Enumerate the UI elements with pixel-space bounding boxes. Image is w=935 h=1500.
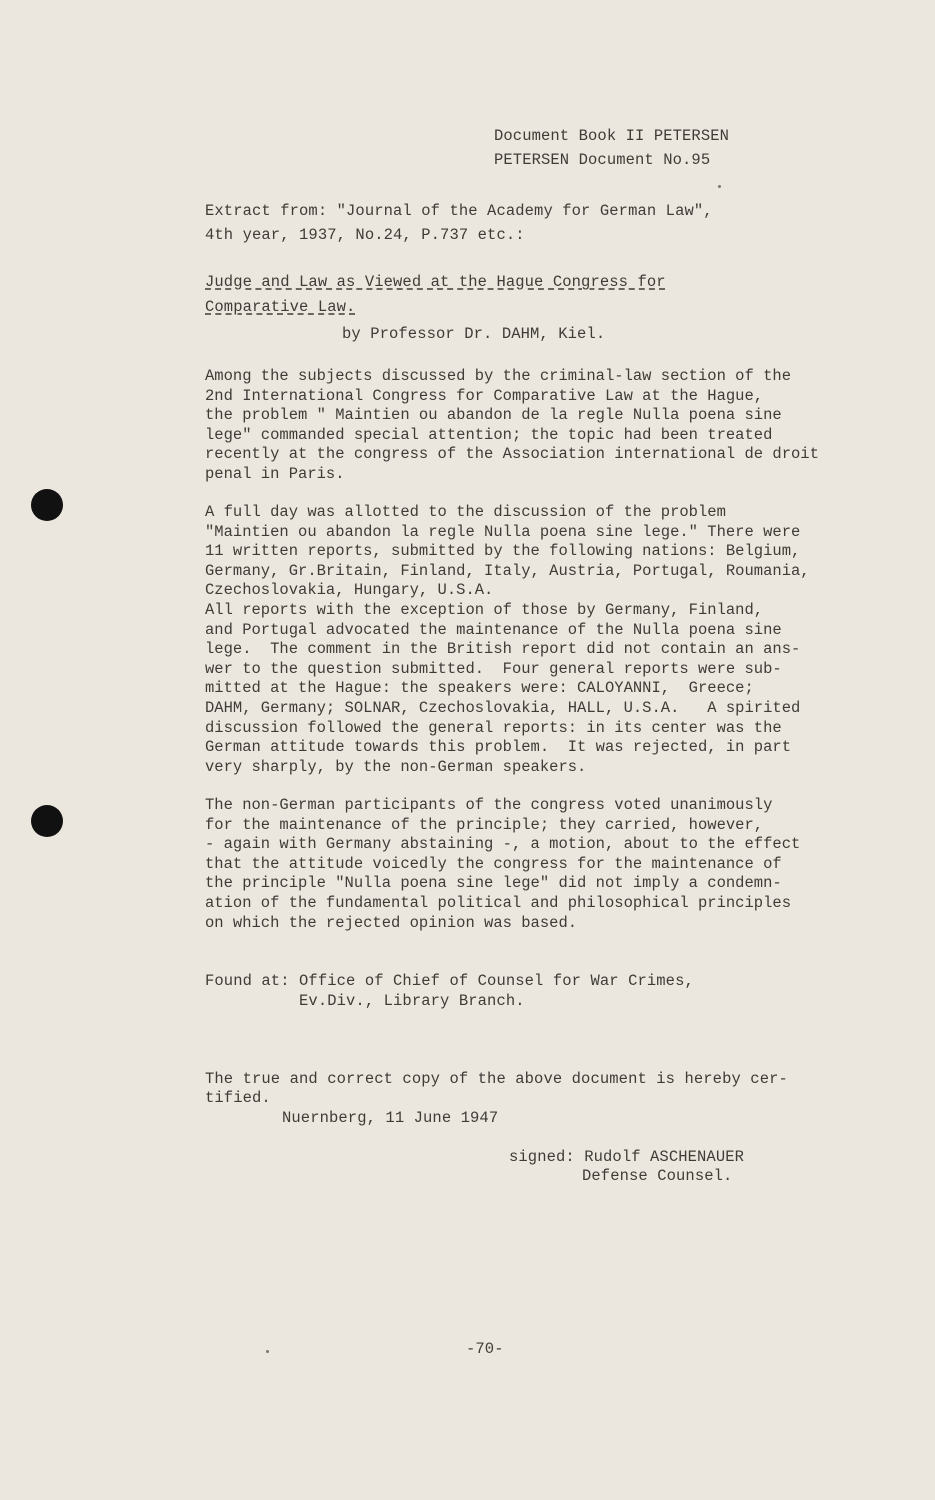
paragraph-line: 11 written reports, submitted by the following nations: Belgium, bbox=[205, 542, 801, 561]
punch-hole-top bbox=[31, 489, 63, 521]
paragraph-line: Czechoslovakia, Hungary, U.S.A. bbox=[205, 581, 494, 600]
paragraph-line: ation of the fundamental political and philosophical principles bbox=[205, 893, 791, 912]
title-line-2: Comparative Law. bbox=[205, 298, 356, 316]
paragraph-line: recently at the congress of the Association international de droit bbox=[205, 445, 819, 464]
paragraph-line: DAHM, Germany; SOLNAR, Czechoslovakia, HALL, U.S.A. A spirited bbox=[205, 698, 801, 717]
punch-hole-bottom bbox=[31, 805, 63, 837]
paragraph-line: mitted at the Hague: the speakers were: CALOYANNI, Greece; bbox=[205, 679, 754, 698]
paragraph-line: very sharply, by the non-German speakers. bbox=[205, 757, 587, 776]
paragraph-line: German attitude towards this problem. It was rejected, in part bbox=[205, 738, 791, 757]
paragraph-line: penal in Paris. bbox=[205, 464, 345, 483]
paragraph-line: A full day was allotted to the discussion of the problem bbox=[205, 503, 726, 521]
paragraph-line: All reports with the exception of those by Germany, Finland, bbox=[205, 600, 764, 619]
signature-title: Defense Counsel. bbox=[582, 1167, 733, 1185]
paragraph-line: discussion followed the general reports: in its center was the bbox=[205, 718, 782, 737]
stray-mark bbox=[718, 185, 721, 188]
title-line-1: Judge and Law as Viewed at the Hague Congress for bbox=[205, 273, 666, 291]
paragraph-line: "Maintien ou abandon la regle Nulla poena sine lege." There were bbox=[205, 522, 801, 541]
certification-line-2: tified. bbox=[205, 1089, 271, 1107]
paragraph-line: the problem " Maintien ou abandon de la regle Nulla poena sine bbox=[205, 406, 782, 425]
paragraph-line: Germany, Gr.Britain, Finland, Italy, Austria, Portugal, Roumania, bbox=[205, 561, 810, 580]
paragraph-line: lege. The comment in the British report did not contain an ans- bbox=[205, 640, 801, 659]
certification-line-1: The true and correct copy of the above document is hereby cer- bbox=[205, 1070, 788, 1088]
paragraph-line: - again with Germany abstaining -, a motion, about to the effect bbox=[205, 835, 801, 854]
paragraph-line: wer to the question submitted. Four general reports were sub- bbox=[205, 659, 782, 678]
certification-place-date: Nuernberg, 11 June 1947 bbox=[282, 1109, 499, 1127]
signature-line: signed: Rudolf ASCHENAUER bbox=[509, 1148, 745, 1166]
paragraph-3 bbox=[205, 796, 800, 933]
paragraph-line: Among the subjects discussed by the criminal-law section of the bbox=[205, 367, 791, 385]
paragraph-line: the principle "Nulla poena sine lege" did not imply a condemn- bbox=[205, 874, 782, 893]
extract-line-1: Extract from: "Journal of the Academy for German Law", bbox=[205, 202, 713, 220]
paragraph-line: for the maintenance of the principle; they carried, however, bbox=[205, 815, 764, 834]
page-number: -70- bbox=[466, 1340, 504, 1358]
found-at-line-1: Found at: Office of Chief of Counsel for War Crimes, bbox=[205, 972, 694, 990]
stray-mark bbox=[266, 1350, 269, 1353]
paragraph-line: on which the rejected opinion was based. bbox=[205, 913, 578, 932]
paragraph-line: lege" commanded special attention; the topic had been treated bbox=[205, 425, 773, 444]
paragraph-2 bbox=[205, 503, 810, 777]
paragraph-line: and Portugal advocated the maintenance of the Nulla poena sine bbox=[205, 620, 782, 639]
extract-line-2: 4th year, 1937, No.24, P.737 etc.: bbox=[205, 226, 525, 244]
paragraph-line: The non-German participants of the congress voted unanimously bbox=[205, 796, 773, 814]
byline: by Professor Dr. DAHM, Kiel. bbox=[342, 325, 606, 343]
paragraph-line: 2nd International Congress for Comparative Law at the Hague, bbox=[205, 386, 764, 405]
paragraph-1 bbox=[205, 367, 819, 485]
header-line-2: PETERSEN Document No.95 bbox=[494, 151, 711, 169]
paragraph-line: that the attitude voicedly the congress for the maintenance of bbox=[205, 854, 782, 873]
header-line-1: Document Book II PETERSEN bbox=[494, 127, 730, 145]
found-at-line-2: Ev.Div., Library Branch. bbox=[205, 992, 525, 1010]
